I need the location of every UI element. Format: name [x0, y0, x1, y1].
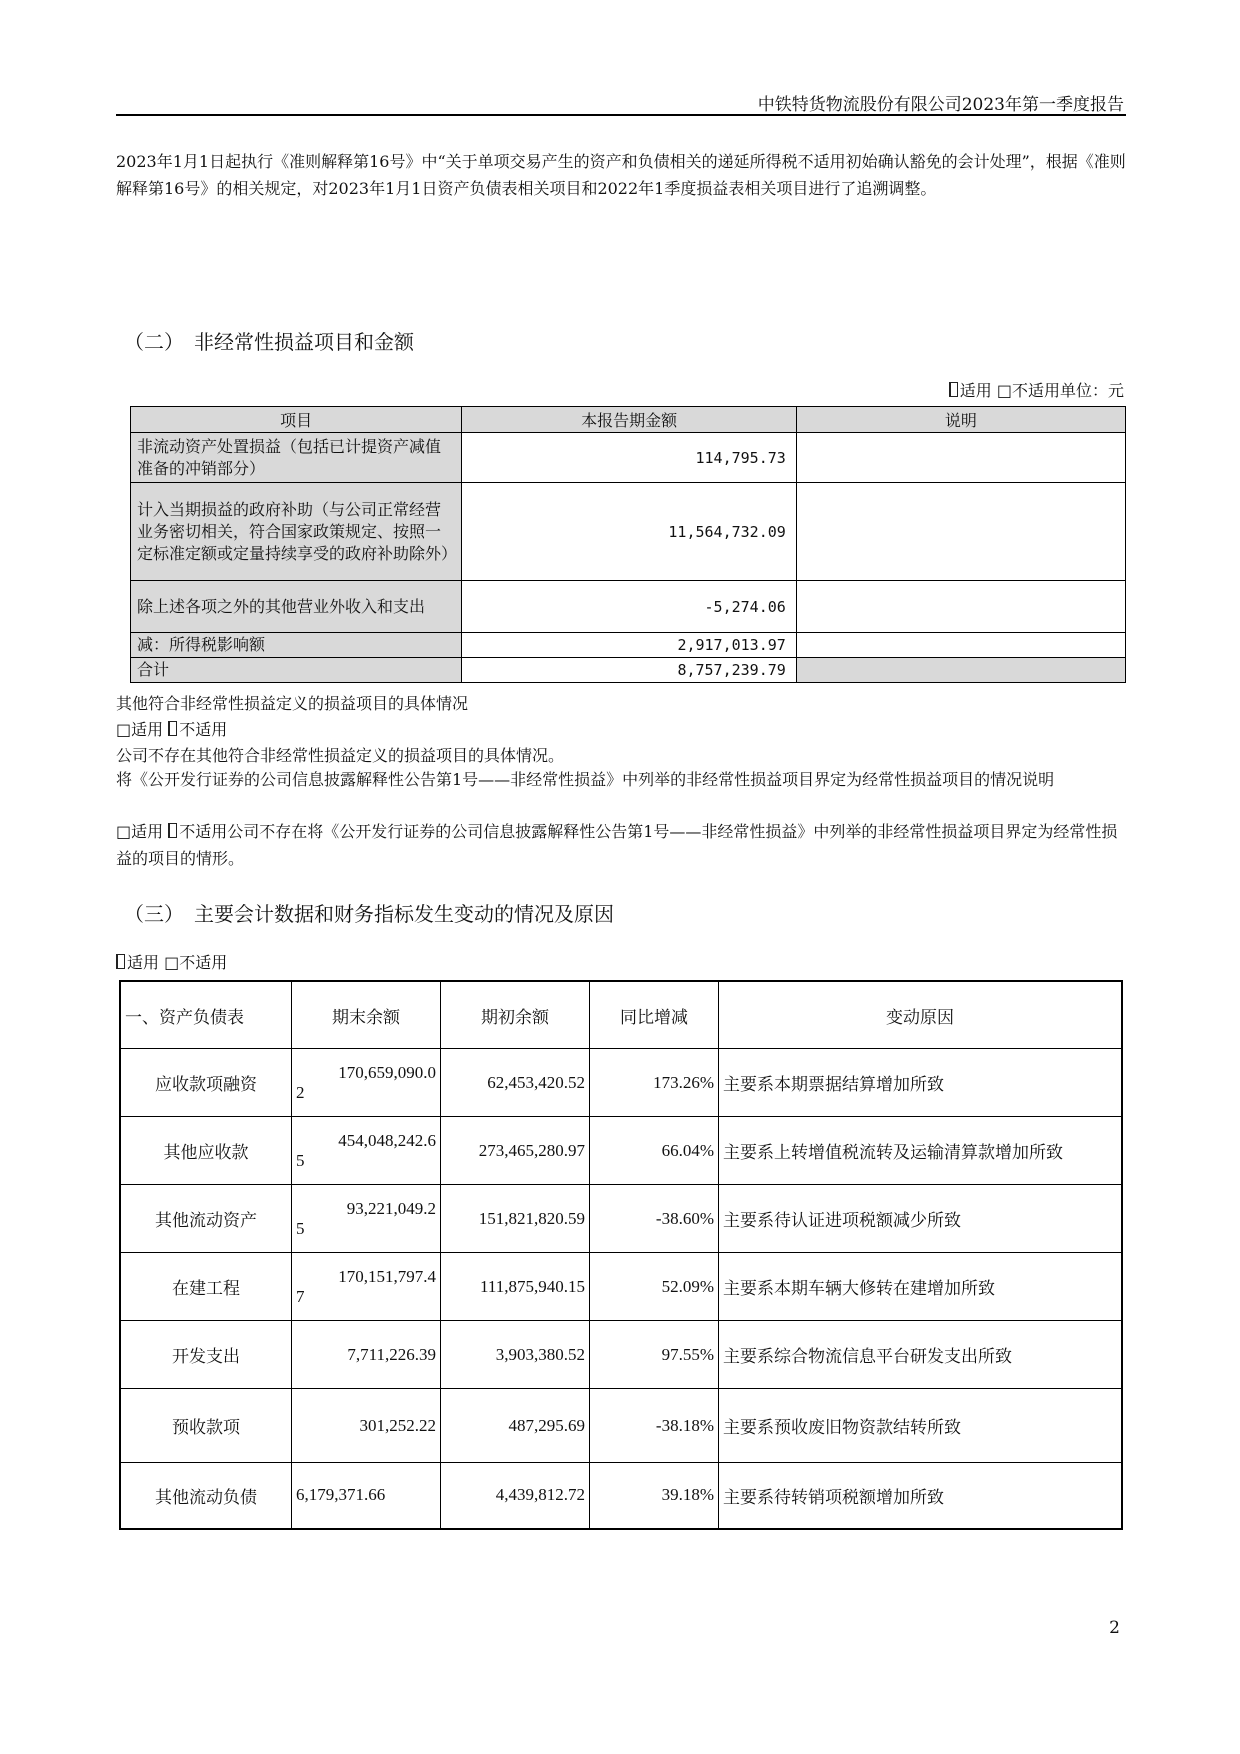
row-begin-balance: 151,821,820.59	[441, 1185, 590, 1253]
section2-applicability-text: 适用 □不适用单位：元	[959, 381, 1124, 400]
other-items-applicability-b: 不适用	[179, 720, 228, 739]
row-end-balance-b: 5	[296, 1218, 305, 1238]
table-header-begin-balance: 期初余额	[441, 981, 590, 1049]
other-items-title: 其他符合非经常性损益定义的损益项目的具体情况	[116, 694, 469, 713]
other-items-applicability	[116, 716, 1126, 743]
row-change: 173.26%	[590, 1049, 719, 1117]
row-reason: 主要系本期票据结算增加所致	[719, 1049, 1123, 1117]
row-amount: -5,274.06	[462, 581, 796, 633]
table-header-row	[120, 981, 1122, 1049]
row-change: -38.18%	[590, 1389, 719, 1463]
row-change: -38.60%	[590, 1185, 719, 1253]
table-header-section: 一、资产负债表	[120, 981, 292, 1049]
table-row	[131, 483, 1126, 581]
section3-title: 主要会计数据和财务指标发生变动的情况及原因	[194, 902, 614, 926]
row-change: 97.55%	[590, 1321, 719, 1389]
row-begin-balance: 273,465,280.97	[441, 1117, 590, 1185]
row-description	[796, 581, 1125, 633]
other-items-applicability-a: □适用	[116, 720, 169, 739]
row-description	[796, 433, 1125, 483]
row-end-balance-b: 2	[296, 1082, 305, 1102]
table-row	[120, 1049, 1122, 1117]
row-end-balance	[292, 1253, 441, 1321]
checkbox-checked-icon	[168, 721, 177, 736]
table-row	[131, 581, 1126, 633]
row-end-balance	[292, 1049, 441, 1117]
row-item: 非流动资产处置损益（包括已计提资产减值准备的冲销部分）	[131, 433, 462, 483]
table-row	[120, 1117, 1122, 1185]
row-reason: 主要系待转销项税额增加所致	[719, 1463, 1123, 1529]
section2-title: 非经常性损益项目和金额	[194, 330, 414, 354]
row-end-balance-a: 7,711,226.39	[347, 1344, 436, 1364]
checkbox-checked-icon	[116, 954, 125, 969]
row-end-balance	[292, 1389, 441, 1463]
row-reason: 主要系综合物流信息平台研发支出所致	[719, 1321, 1123, 1389]
row-end-balance	[292, 1185, 441, 1253]
row-begin-balance: 4,439,812.72	[441, 1463, 590, 1529]
row-item: 应收款项融资	[120, 1049, 292, 1117]
row-end-balance	[292, 1117, 441, 1185]
row-end-balance-b: 6,179,371.66	[296, 1485, 386, 1505]
row-reason: 主要系待认证进项税额减少所致	[719, 1185, 1123, 1253]
row-description	[796, 483, 1125, 581]
intro-paragraph: 2023年1月1日起执行《准则解释第16号》中“关于单项交易产生的资产和负债相关的递延所得税不适用初始确认豁免的会计处理”，根据《准则解释第16号》的相关规定，对2023年1月1日资产负债表相关项目和2022年1季度损益表相关项目进行了追溯调整。	[116, 152, 1126, 198]
section2-applicability	[949, 378, 1124, 401]
table-row	[120, 1389, 1122, 1463]
row-change: 66.04%	[590, 1117, 719, 1185]
balance-sheet-changes-table	[119, 980, 1123, 1530]
nonrecurring-gains-table	[130, 406, 1126, 683]
row-begin-balance: 3,903,380.52	[441, 1321, 590, 1389]
row-end-balance-a: 301,252.22	[359, 1415, 436, 1435]
row-item: 预收款项	[120, 1389, 292, 1463]
row-item: 其他流动负债	[120, 1463, 292, 1529]
row-begin-balance: 487,295.69	[441, 1389, 590, 1463]
page-number: 2	[1109, 1618, 1120, 1638]
table-header-item: 项目	[131, 407, 462, 433]
table-header-reason: 变动原因	[719, 981, 1123, 1049]
header-divider	[116, 114, 1126, 116]
report-header-title: 中铁特货物流股份有限公司2023年第一季度报告	[757, 95, 1124, 115]
row-item: 其他应收款	[120, 1117, 292, 1185]
row-amount: 8,757,239.79	[462, 658, 796, 683]
table-header-amount: 本报告期金额	[462, 407, 796, 433]
row-end-balance-a: 93,221,049.2	[346, 1198, 436, 1218]
row-end-balance-a: 454,048,242.6	[338, 1130, 436, 1150]
row-amount: 11,564,732.09	[462, 483, 796, 581]
row-end-balance-a: 170,151,797.4	[338, 1266, 436, 1286]
row-reason: 主要系预收废旧物资款结转所致	[719, 1389, 1123, 1463]
row-item: 减：所得税影响额	[131, 633, 462, 658]
section3-heading	[124, 898, 614, 927]
row-item: 开发支出	[120, 1321, 292, 1389]
table-row-total	[131, 658, 1126, 683]
row-item: 在建工程	[120, 1253, 292, 1321]
section2-number: （二）	[124, 330, 184, 354]
classification-text-a: □适用	[116, 822, 169, 841]
table-header-description: 说明	[796, 407, 1125, 433]
row-description	[796, 633, 1125, 658]
table-row	[131, 433, 1126, 483]
table-row	[120, 1253, 1122, 1321]
other-items-text: 公司不存在其他符合非经常性损益定义的损益项目的具体情况。	[116, 746, 565, 765]
row-end-balance	[292, 1321, 441, 1389]
row-end-balance-a: 170,659,090.0	[338, 1062, 436, 1082]
table-row	[120, 1185, 1122, 1253]
row-begin-balance: 62,453,420.52	[441, 1049, 590, 1117]
classification-title: 将《公开发行证券的公司信息披露解释性公告第1号——非经常性损益》中列举的非经常性损益项目界定为经常性损益项目的情况说明	[116, 770, 1055, 789]
row-description	[796, 658, 1125, 683]
classification-text-b: 不适用公司不存在将《公开发行证券的公司信息披露解释性公告第1号——非经常性损益》中列举的非经常性损益项目界定为经常性损益的项目的情形。	[116, 822, 1118, 868]
section3-applicability-text: 适用 □不适用	[127, 953, 228, 972]
table-header-end-balance: 期末余额	[292, 981, 441, 1049]
row-amount: 2,917,013.97	[462, 633, 796, 658]
table-row	[131, 633, 1126, 658]
row-item: 除上述各项之外的其他营业外收入和支出	[131, 581, 462, 633]
row-change: 39.18%	[590, 1463, 719, 1529]
checkbox-checked-icon	[168, 823, 177, 838]
classification-text	[116, 818, 1126, 872]
row-reason: 主要系上转增值税流转及运输清算款增加所致	[719, 1117, 1123, 1185]
section3-number: （三）	[124, 902, 184, 926]
row-item: 计入当期损益的政府补助（与公司正常经营业务密切相关，符合国家政策规定、按照一定标准定额或定量持续享受的政府补助除外）	[131, 483, 462, 581]
table-row	[120, 1321, 1122, 1389]
row-amount: 114,795.73	[462, 433, 796, 483]
section2-heading	[124, 326, 414, 355]
row-item: 其他流动资产	[120, 1185, 292, 1253]
row-reason: 主要系本期车辆大修转在建增加所致	[719, 1253, 1123, 1321]
table-row	[120, 1463, 1122, 1529]
row-begin-balance: 111,875,940.15	[441, 1253, 590, 1321]
row-end-balance-b: 7	[296, 1286, 305, 1306]
section3-applicability	[116, 950, 227, 973]
row-end-balance-b: 5	[296, 1150, 305, 1170]
row-item: 合计	[131, 658, 462, 683]
row-end-balance	[292, 1463, 441, 1529]
table-header-yoy-change: 同比增减	[590, 981, 719, 1049]
checkbox-checked-icon	[949, 382, 958, 397]
row-change: 52.09%	[590, 1253, 719, 1321]
